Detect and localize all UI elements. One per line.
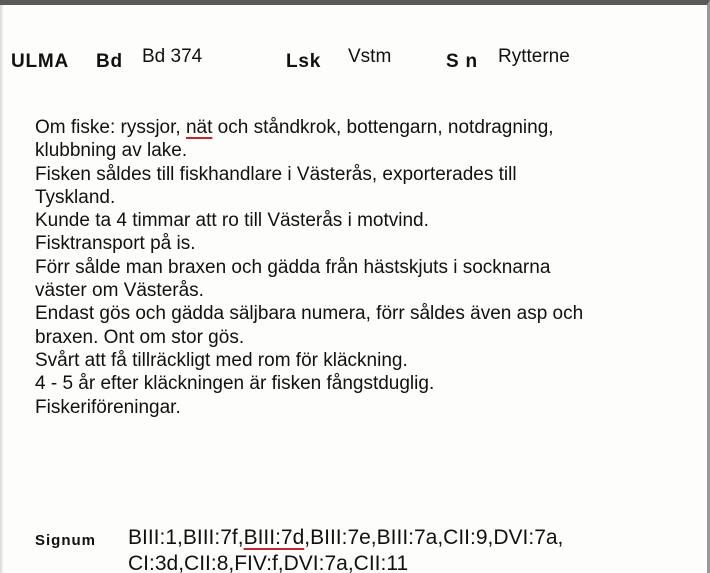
signum-line xyxy=(128,525,563,551)
card-header xyxy=(11,43,691,77)
signum-section xyxy=(35,525,705,573)
text-segment: Om fiske: ryssjor, xyxy=(35,117,186,138)
text-line: Kunde ta 4 timmar att ro till Västerås i motvind. xyxy=(35,210,429,232)
lsk-value: Vstm xyxy=(348,46,392,67)
sn-value: Rytterne xyxy=(498,46,570,67)
signum-line xyxy=(128,551,563,573)
text-line: Förr sålde man braxen och gädda från hästskjuts i socknarna xyxy=(35,256,551,278)
text-line: braxen. Ont om stor gös. xyxy=(35,326,245,348)
underlined-code: BIII:7d xyxy=(243,526,305,549)
card-body-text xyxy=(35,116,695,419)
text-segment: och ståndkrok, bottengarn, notdragning, xyxy=(212,117,554,138)
text-line: Fisken såldes till fiskhandlare i Västerås, exporterades till xyxy=(35,163,517,185)
text-line: klubbning av lake. xyxy=(35,140,188,162)
signum-codes xyxy=(128,525,563,573)
bd-label: Bd xyxy=(96,51,123,72)
text-line xyxy=(35,116,695,139)
text-line: Svårt att få tillräckligt med rom för kläckning. xyxy=(35,349,408,371)
signum-segment: :7a,CII:11 xyxy=(318,552,409,573)
sn-label: S n xyxy=(446,51,478,72)
text-line: Tyskland. xyxy=(35,186,116,208)
archive-label: ULMA xyxy=(11,51,70,72)
text-line: Endast gös och gädda säljbara numera, förr såldes även asp och xyxy=(35,303,584,325)
card-edge-shadow xyxy=(0,5,4,573)
text-line: 4 - 5 år efter kläckningen är fisken fångstduglig. xyxy=(35,373,435,395)
signum-segment: BIII:1,BIII:7f, xyxy=(128,526,244,549)
text-line: väster om Västerås. xyxy=(35,280,204,302)
underlined-word: nät xyxy=(185,117,213,138)
bd-value: Bd 374 xyxy=(142,46,203,67)
text-line: Fisktransport på is. xyxy=(35,233,196,255)
lsk-label: Lsk xyxy=(286,51,322,72)
signum-segment: ,BIII:7e,BIII:7a,CII:9,DVI:7a, xyxy=(304,526,564,549)
underlined-code: FIV:f,DVI xyxy=(234,552,319,573)
signum-label: Signum xyxy=(35,532,96,549)
signum-segment: CI:3d,CII:8, xyxy=(128,552,235,573)
text-line: Fiskeriföreningar. xyxy=(35,396,181,418)
